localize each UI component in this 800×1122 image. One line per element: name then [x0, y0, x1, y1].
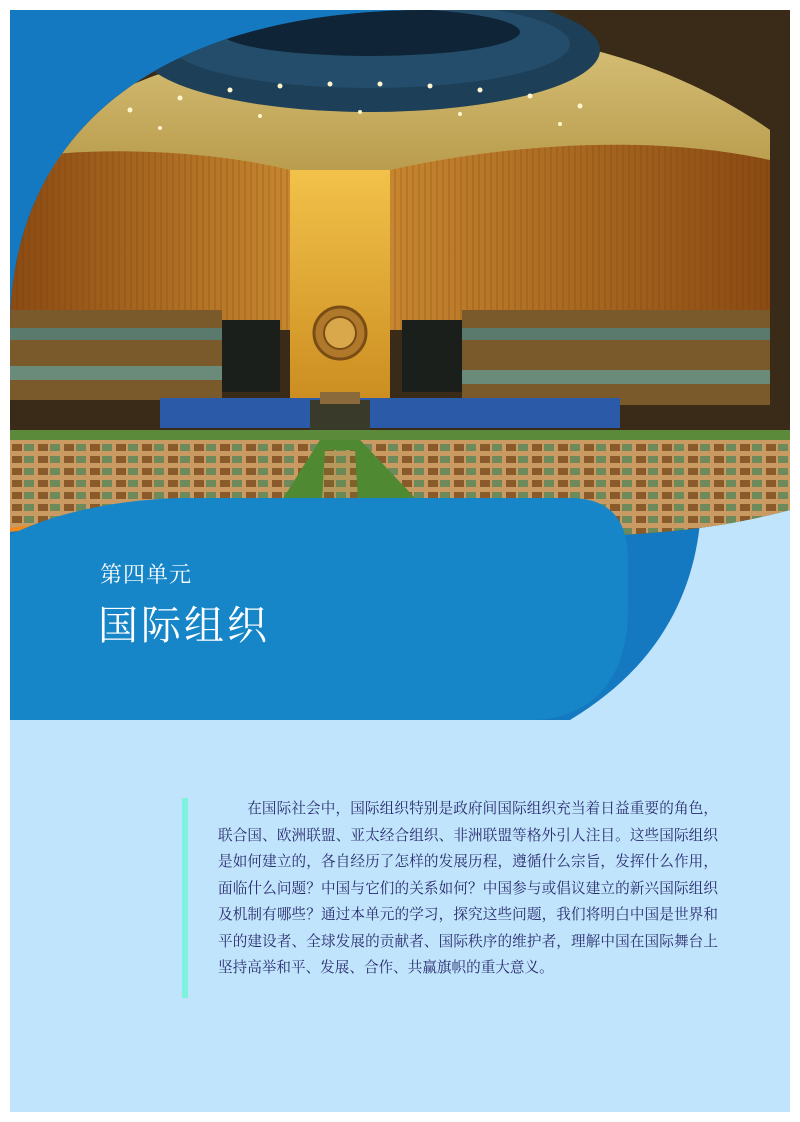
intro-accent-bar: [182, 798, 188, 998]
intro-paragraph: 在国际社会中，国际组织特别是政府间国际组织充当着日益重要的角色，联合国、欧洲联盟、亚太经合组织、非洲联盟等格外引人注目。这些国际组织是如何建立的，各自经历了怎样的发展历程，遵循什么宗旨，发挥什么作用，面临什么问题？中国与它们的关系如何？中国参与或倡议建立的新兴国际组织及机制有哪些？通过本单元的学习，探究这些问题，我们将明白中国是世界和平的建设者、全球发展的贡献者、国际秩序的维护者，理解中国在国际舞台上坚持高举和平、发展、合作、共赢旗帜的重大意义。: [218, 800, 718, 976]
unit-title: 国际组织: [98, 603, 270, 649]
unit-label: 第四单元: [100, 563, 193, 588]
